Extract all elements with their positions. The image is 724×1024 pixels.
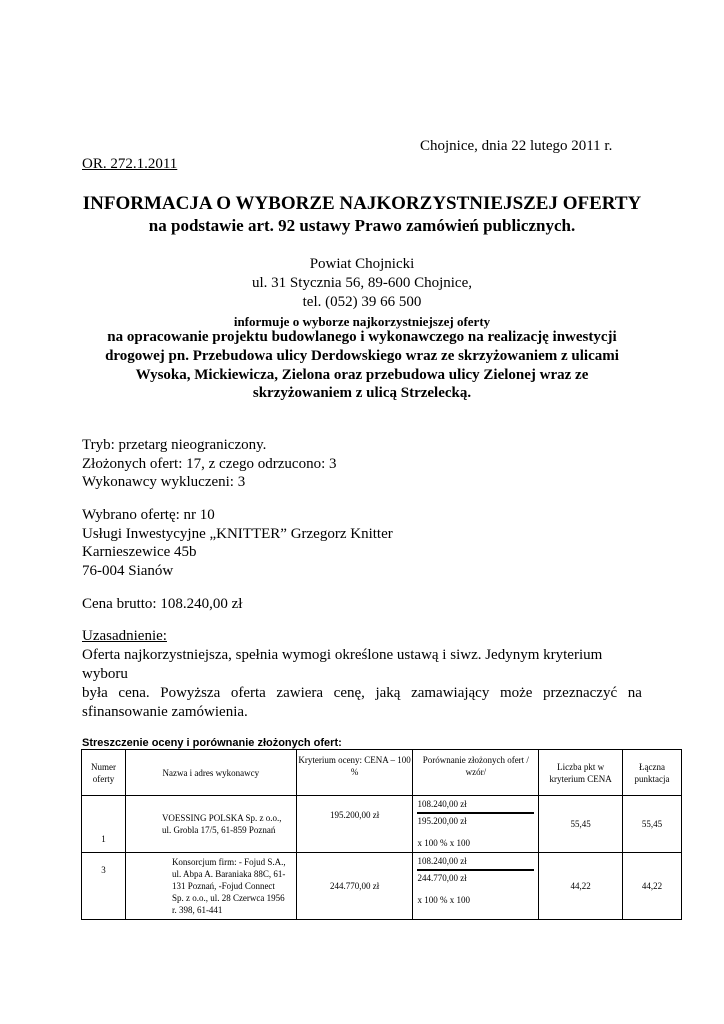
justification-word: może [499,685,533,701]
announcement-line: Wysoka, Mickiewicza, Zielona oraz przebudowa ulicy Zielonej wraz ze [135,367,589,383]
price-comparison [413,853,539,920]
header-criterion: Kryterium oceny: CENA – 100 % [296,750,413,796]
justification-word: oferta [230,685,266,701]
excluded-contractors: Wykonawcy wykluczeni: 3 [82,474,246,490]
selected-street: Karnieszewice 45b [82,544,197,560]
header-name: Nazwa i adres wykonawcy [125,750,296,796]
selected-city: 76-004 Sianów [82,563,174,579]
justification-word: cenę, [333,685,365,701]
offer-number: 1 [82,796,126,853]
justification-line1: Oferta najkorzystniejsza, spełnia wymogi określone ustawą i siwz. Jedynym kryterium wyboru [82,647,603,682]
offers-table [81,749,682,920]
table-header-row [82,750,682,796]
offer-total: 55,45 [623,796,682,853]
justification-heading: Uzasadnienie: [82,628,167,644]
contractor-name: Konsorcjum firm: - Fojud S.A., ul. Abpa A. Baraniaka 88C, 61-131 Poznań, -Fojud Connect Sp. z o.o., ul. 28 Czerwca 1956 r. 398, 61-441 [125,853,296,920]
announcement-line: na opracowanie projektu budowlanego i wykonawczego na realizację inwestycji [107,329,617,345]
comparison-multiplier: x 100 % x 100 [417,838,470,848]
comparison-multiplier: x 100 % x 100 [417,895,470,905]
header-comparison: Porównanie złożonych ofert / wzór/ [413,750,539,796]
justification-word: była [82,685,108,701]
justification-word: zamawiający [411,685,490,701]
header-total: Łączna punktacja [623,750,682,796]
justification-line [82,684,642,703]
header-points: Liczba pkt w kryterium CENA [539,750,623,796]
procedure-mode: Tryb: przetarg nieograniczony. [82,437,267,453]
offer-price: 195.200,00 zł [296,796,413,853]
comparison-numerator: 108.240,00 zł [417,855,534,871]
justification-line3: sfinansowanie zamówienia. [82,704,248,720]
offer-points: 44,22 [539,853,623,920]
offers-count: Złożonych ofert: 17, z czego odrzucono: 3 [82,456,337,472]
table-row [82,853,682,920]
announcement-line: skrzyżowaniem z ulicą Strzelecką. [252,385,472,401]
issuer-address: ul. 31 Stycznia 56, 89-600 Chojnice, [252,275,472,291]
justification-word: Powyższa [160,685,221,701]
justification-word: cena. [118,685,150,701]
contractor-name: VOESSING POLSKA Sp. z o.o., ul. Grobla 17/5, 61-859 Poznań [125,796,296,853]
selected-company: Usługi Inwestycyjne „KNITTER” Grzegorz Knitter [82,526,393,542]
justification-word: na [627,685,642,701]
selected-offer-number: Wybrano ofertę: nr 10 [82,507,215,523]
announcement-line: informuje o wyborze najkorzystniejszej oferty [233,314,491,329]
issuer-name: Powiat Chojnicki [309,256,415,272]
offer-price: 244.770,00 zł [296,853,413,920]
justification-word: zawiera [276,685,324,701]
summary-title: Streszczenie oceny i porównanie złożonych ofert: [82,737,342,749]
justification-line [82,703,642,722]
offer-number: 3 [82,853,126,920]
comparison-denominator: 244.770,00 zł [417,873,467,883]
justification-word: przeznaczyć [543,685,618,701]
price-comparison [413,796,539,853]
comparison-denominator: 195.200,00 zł [417,816,467,826]
reference-number: OR. 272.1.2011 [82,156,178,172]
table-row [82,796,682,853]
offer-total: 44,22 [623,853,682,920]
selected-price: Cena brutto: 108.240,00 zł [82,596,243,612]
document-subtitle: na podstawie art. 92 ustawy Prawo zamówień publicznych. [148,216,576,235]
header-number: Numer oferty [82,750,126,796]
justification-line [82,646,642,684]
announcement-line: drogowej pn. Przebudowa ulicy Derdowskiego wraz ze skrzyżowaniem z ulicami [105,348,619,364]
justification-text [82,646,642,722]
justification-word: jaką [375,685,401,701]
document-title: INFORMACJA O WYBORZE NAJKORZYSTNIEJSZEJ OFERTY [82,193,642,214]
issuer-phone: tel. (052) 39 66 500 [302,294,422,310]
comparison-numerator: 108.240,00 zł [417,798,534,814]
document-date: Chojnice, dnia 22 lutego 2011 r. [420,138,613,154]
offer-points: 55,45 [539,796,623,853]
